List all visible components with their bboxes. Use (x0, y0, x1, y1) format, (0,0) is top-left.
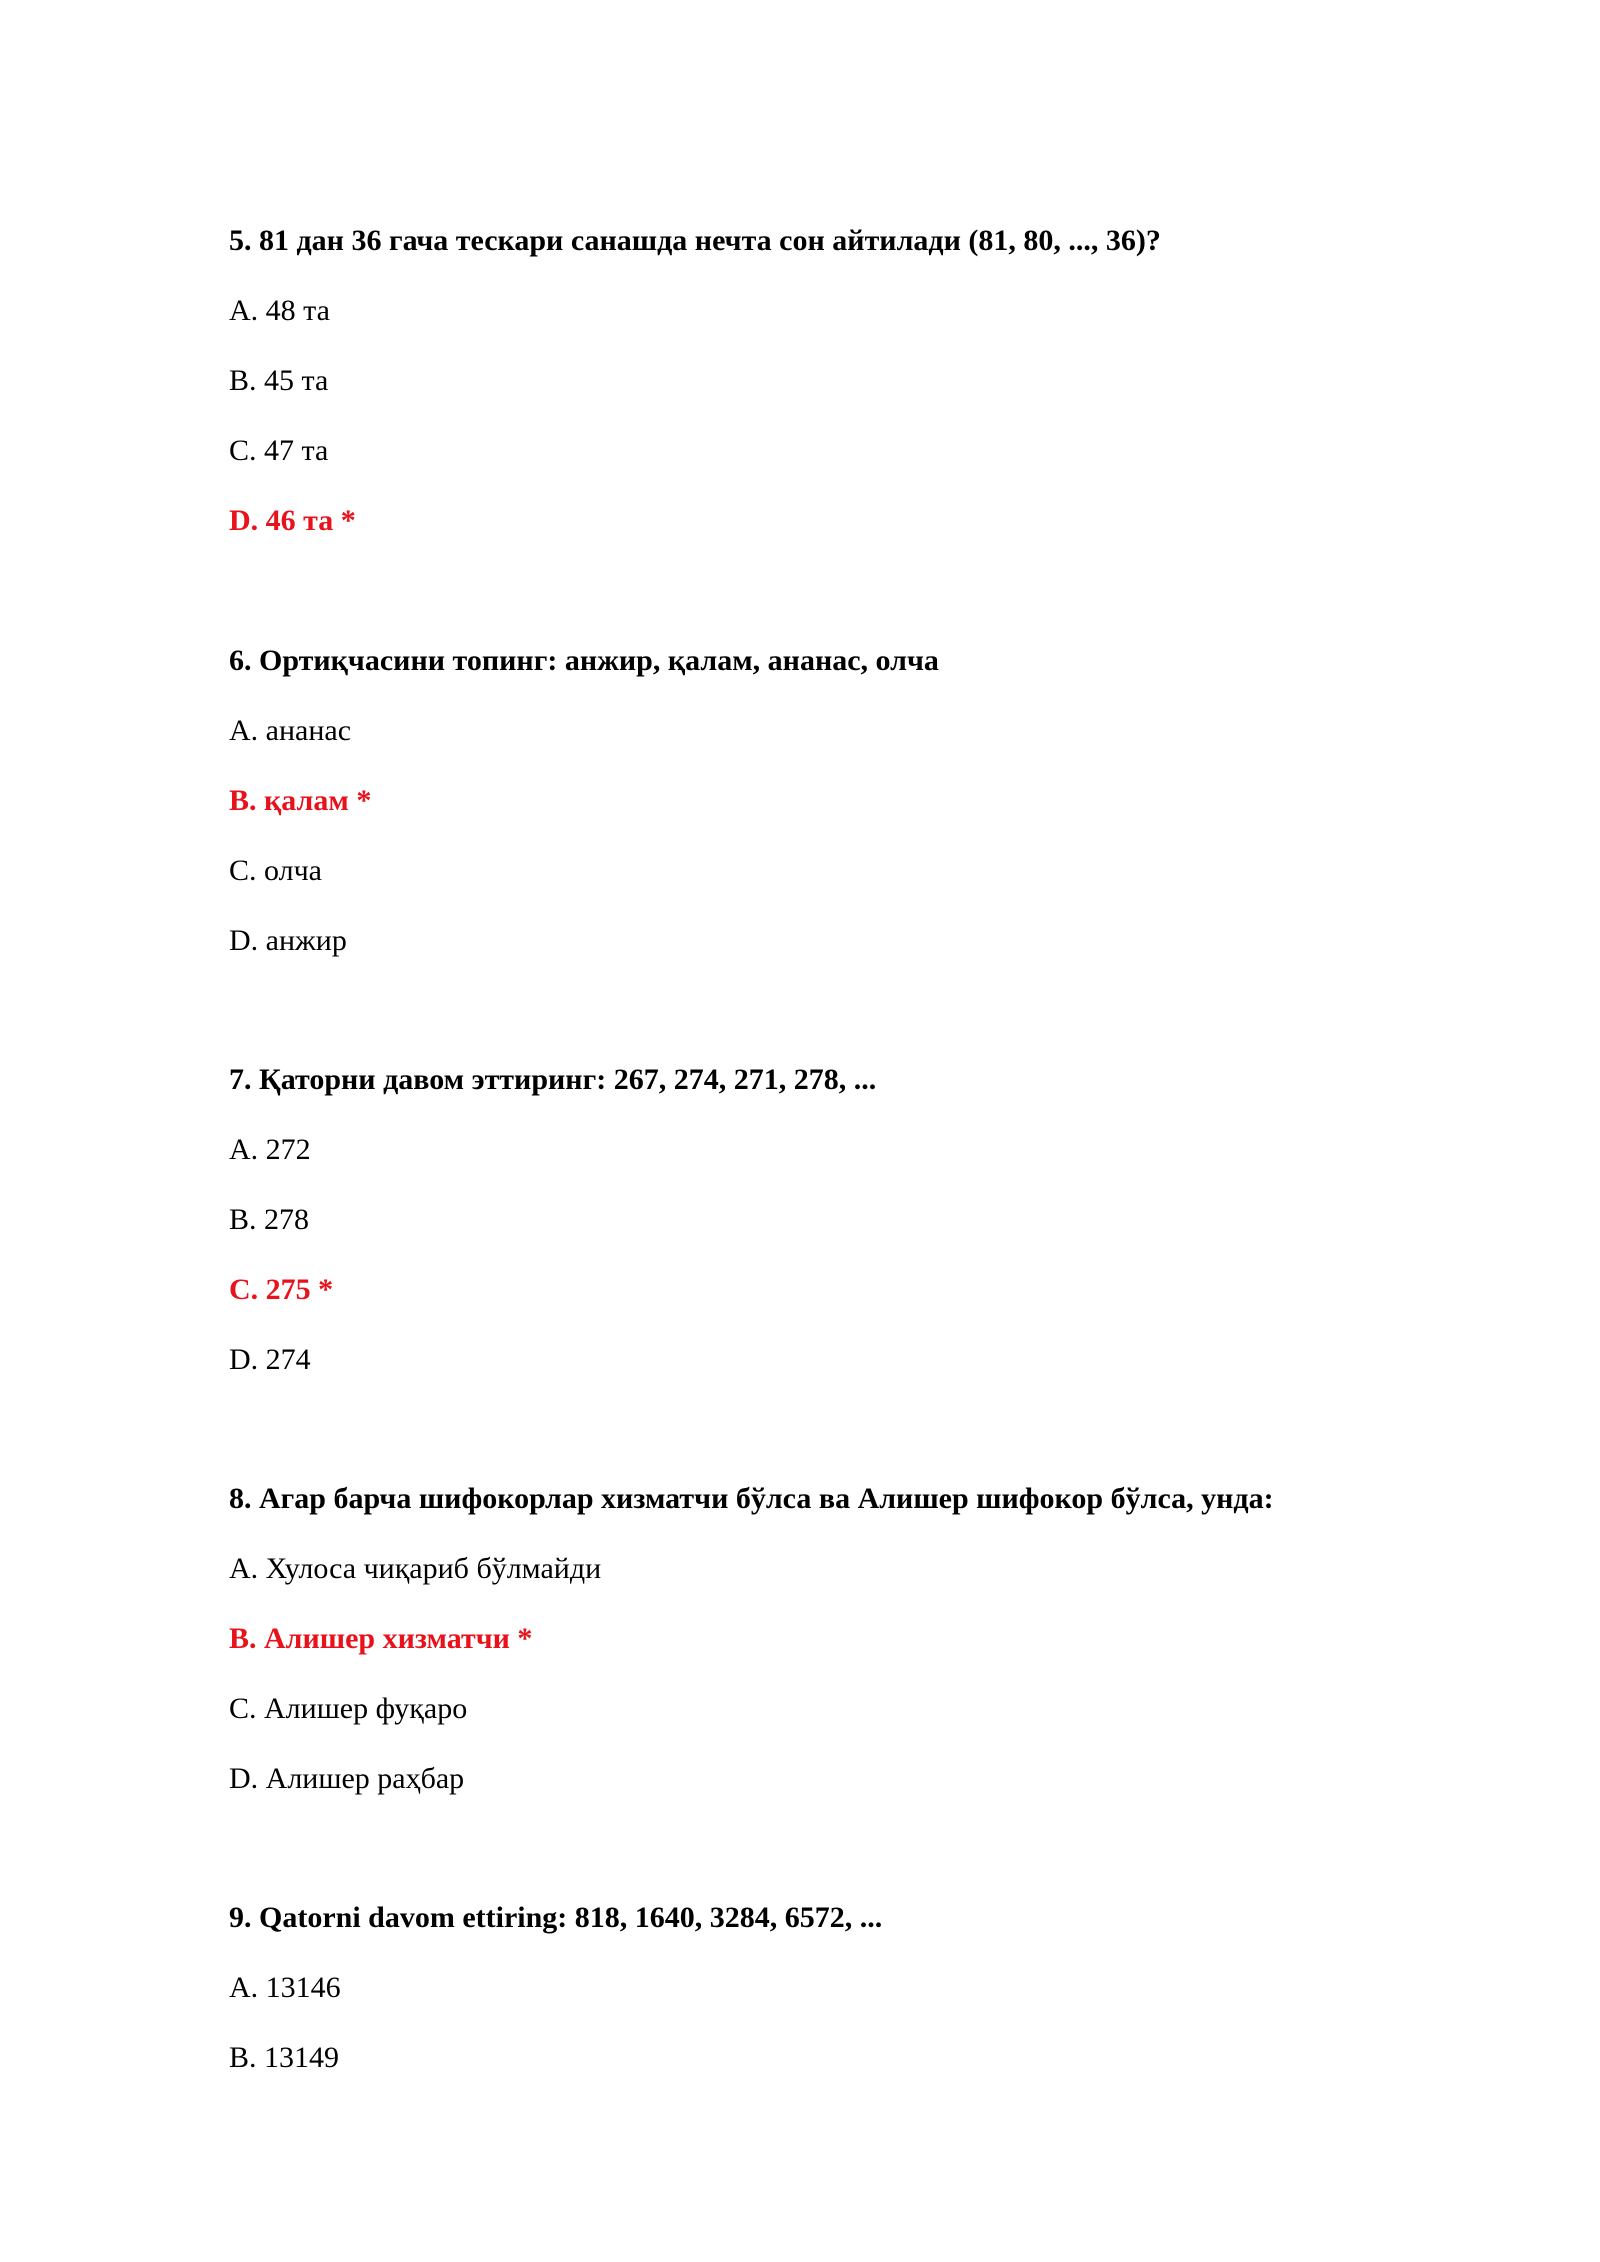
option-b: B. 278 (229, 1203, 310, 1236)
question-title: 5. 81 дан 36 гача тескари санашда нечта сон айтилади (81, 80, ..., 36)? (229, 224, 1161, 257)
question-title: 9. Qatorni davom ettiring: 818, 1640, 3284, 6572, ... (229, 1901, 883, 1934)
option-b: B. 13149 (229, 2041, 340, 2074)
option-d: D. 274 (229, 1343, 311, 1376)
question-9 (229, 1900, 1429, 2076)
option-c: C. Алишер фуқаро (229, 1692, 468, 1725)
option-d: D. Алишер раҳбар (229, 1762, 465, 1795)
option-c: C. 275 * (229, 1273, 334, 1306)
question-title: 8. Агар барча шифокорлар хизматчи бўлса ва Алишер шифокор бўлса, унда: (229, 1482, 1274, 1515)
option-b: B. қалам * (229, 784, 372, 817)
option-a: A. ананас (229, 714, 352, 747)
question-title: 6. Ортиқчасини топинг: анжир, қалам, ананас, олча (229, 644, 939, 677)
option-d: D. анжир (229, 924, 347, 957)
question-5 (229, 223, 1429, 539)
option-c: C. 47 та (229, 434, 329, 467)
option-b: B. Алишер хизматчи * (229, 1622, 533, 1655)
option-d: D. 46 та * (229, 504, 356, 537)
option-c: C. олча (229, 854, 322, 887)
option-a: A. 272 (229, 1133, 311, 1166)
option-a: A. Хулоса чиқариб бўлмайди (229, 1552, 602, 1585)
question-title: 7. Қаторни давом эттиринг: 267, 274, 271, 278, ... (229, 1063, 877, 1096)
question-8 (229, 1481, 1429, 1797)
question-7 (229, 1062, 1429, 1378)
question-6 (229, 643, 1429, 959)
option-b: B. 45 та (229, 364, 329, 397)
option-a: A. 13146 (229, 1971, 341, 2004)
option-a: A. 48 та (229, 294, 330, 327)
